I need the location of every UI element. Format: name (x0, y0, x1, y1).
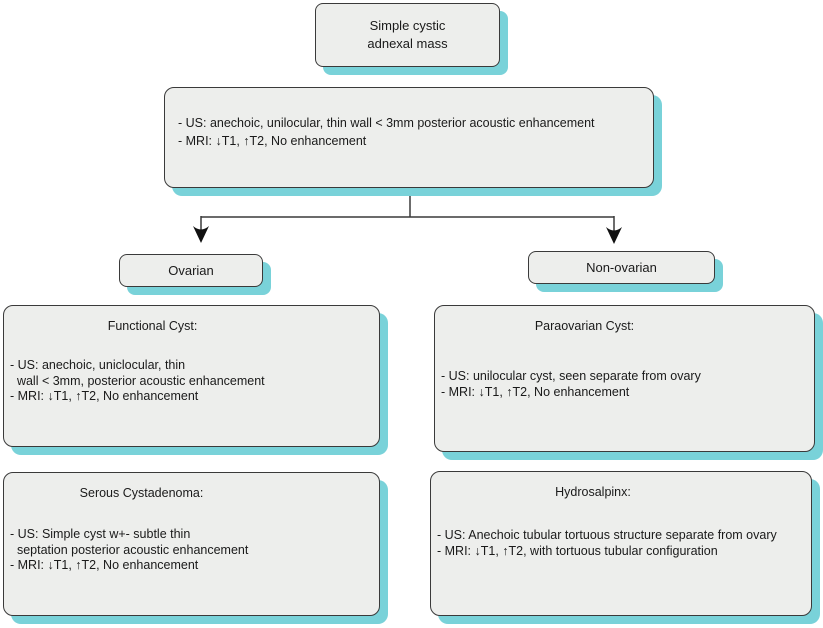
body-line: - MRI: ↓T1, ↑T2, No enhancement (441, 384, 630, 399)
node-non-ovarian (528, 251, 715, 284)
node-label: Ovarian (168, 263, 214, 278)
node-body (441, 369, 812, 400)
body-line: - US: unilocular cyst, seen separate from ovary (441, 369, 701, 383)
node-simple-cystic-adnexal-mass (315, 3, 500, 67)
node-text-line: adnexal mass (367, 36, 448, 51)
body-line: wall < 3mm, posterior acoustic enhancement (10, 373, 265, 388)
body-line: - US: Anechoic tubular tortuous structure separate from ovary (437, 528, 777, 542)
node-title: Functional Cyst: (107, 319, 198, 333)
node-imaging-criteria (164, 87, 654, 188)
node-title: Paraovarian Cyst: (534, 319, 635, 333)
node-text-line: Simple cystic (369, 18, 446, 33)
node-hydrosalpinx (430, 471, 812, 616)
body-line: - MRI: ↓T1, ↑T2, with tortuous tubular configuration (437, 543, 718, 558)
node-serous-cystadenoma (3, 472, 380, 616)
node-body (10, 358, 377, 405)
criteria-mri-line: - MRI: ↓T1, ↑T2, No enhancement (178, 134, 367, 148)
arrow-down-left-icon (193, 226, 209, 243)
body-line: - MRI: ↓T1, ↑T2, No enhancement (10, 558, 199, 572)
node-ovarian (119, 254, 263, 287)
body-line: - MRI: ↓T1, ↑T2, No enhancement (10, 389, 199, 403)
node-paraovarian-cyst (434, 305, 815, 452)
node-body (437, 528, 809, 559)
body-line: - US: Simple cyst w+- subtle thin (10, 527, 191, 541)
body-line: septation posterior acoustic enhancement (10, 542, 249, 557)
body-line: - US: anechoic, uniclocular, thin (10, 358, 186, 372)
arrow-down-right-icon (606, 227, 622, 244)
node-label: Non-ovarian (586, 260, 657, 275)
node-title: Hydrosalpinx: (555, 485, 631, 499)
node-body (10, 527, 377, 574)
node-title: Serous Cystadenoma: (79, 486, 204, 500)
node-functional-cyst (3, 305, 380, 447)
criteria-us-line: - US: anechoic, unilocular, thin wall < 3mm posterior acoustic enhancement (178, 116, 595, 130)
